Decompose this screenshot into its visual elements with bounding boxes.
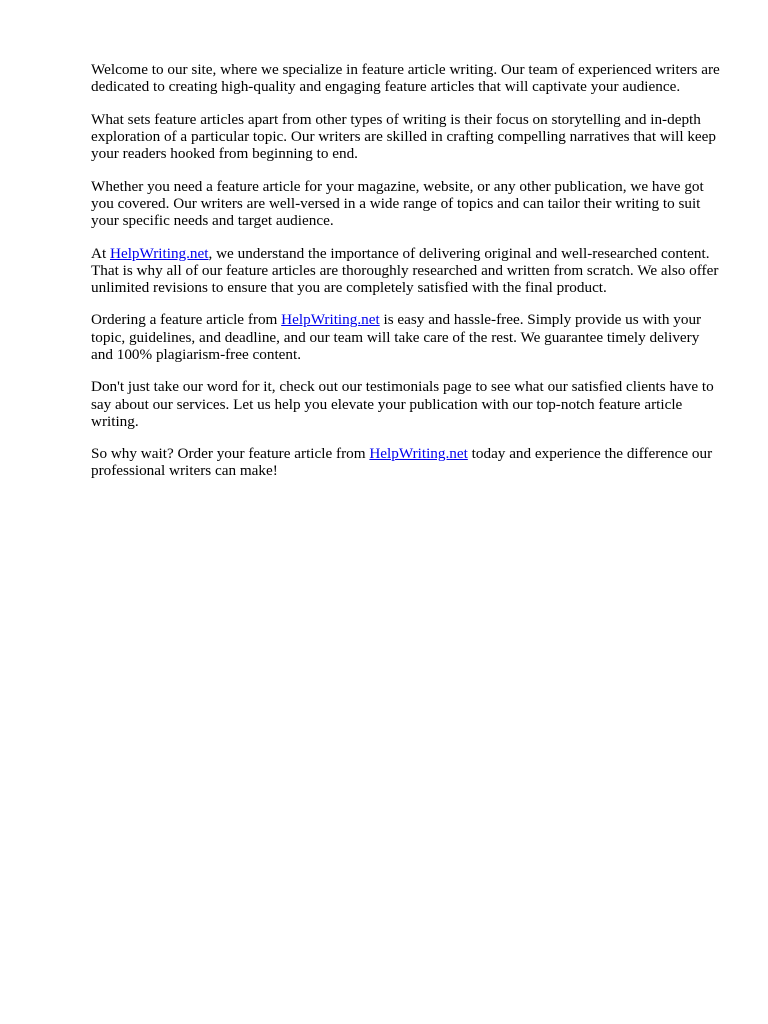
document-body xyxy=(91,61,721,495)
paragraph-text-after: is easy and hassle-free. Simply provide us with your topic, guidelines, and deadline, and our team will take care of the rest. We guarantee timely delivery and 100% plagiarism-free content. xyxy=(91,311,702,363)
paragraph-text-after: today and experience the difference our professional writers can make! xyxy=(91,445,713,480)
helpwriting-link[interactable]: HelpWriting.net xyxy=(109,244,209,262)
paragraph-text: Don't just take our word for it, check out our testimonials page to see what our satisfied clients have to say about our services. Let us help you elevate your publication with our top-notch feature article writing. xyxy=(91,378,714,430)
paragraph-whether-you-need xyxy=(91,178,721,230)
paragraph-text-before: So why wait? Order your feature article from xyxy=(91,445,370,463)
paragraph-testimonials xyxy=(91,378,721,430)
paragraph-intro xyxy=(91,61,721,95)
paragraph-text: Welcome to our site, where we specialize in feature article writing. Our team of experienced writers are dedicated to creating high-quality and engaging feature articles that will captivate your audience. xyxy=(91,61,720,96)
paragraph-text: Whether you need a feature article for your magazine, website, or any other publication, we have got you covered. Our writers are well-versed in a wide range of topics and can tailor their writing to suit your specific needs and target audience. xyxy=(91,177,704,230)
paragraph-text-before: Ordering a feature article from xyxy=(91,311,282,329)
paragraph-what-sets-apart xyxy=(91,111,721,163)
helpwriting-link[interactable]: HelpWriting.net xyxy=(281,311,380,329)
paragraph-so-why-wait xyxy=(91,445,721,479)
paragraph-text: What sets feature articles apart from other types of writing is their focus on storytelling and in-depth exploration of a particular topic. Our writers are skilled in crafting compelling narratives that will keep your readers hooked from beginning to end. xyxy=(91,110,717,163)
paragraph-text-before: At xyxy=(91,244,110,262)
paragraph-text-after: , we understand the importance of delivering original and well-researched content. That is why all of our feature articles are thoroughly researched and written from scratch. We also offer unlimited revisions to ensure that you are completely satisfied with the final product. xyxy=(91,244,719,296)
paragraph-ordering xyxy=(91,311,721,363)
paragraph-at-helpwriting xyxy=(91,245,721,297)
helpwriting-link[interactable]: HelpWriting.net xyxy=(369,445,468,463)
